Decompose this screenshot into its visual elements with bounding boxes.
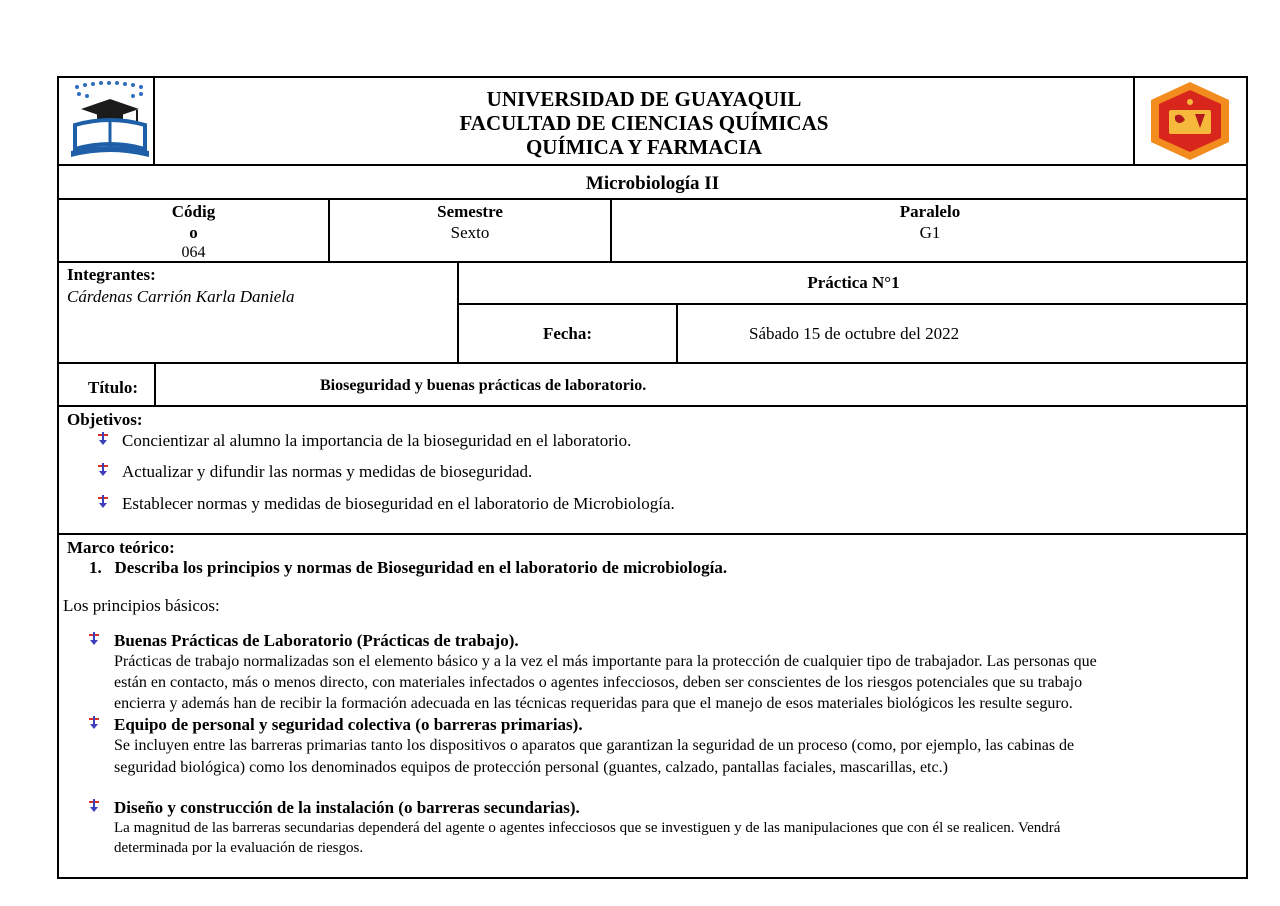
objective-item: Actualizar y difundir las normas y medidas de bioseguridad. [122,462,533,481]
code-value: 064 [181,244,206,261]
title-label: Título: [88,378,139,397]
code-label: Códig [171,202,216,221]
theory-question: 1. Describa los principios y normas de Bioseguridad en el laboratorio de microbiología. [89,558,728,577]
date-value: Sábado 15 de octubre del 2022 [749,324,960,343]
code-label-cont: o [189,223,198,242]
objectives-label: Objetivos: [67,410,143,429]
members-label: Integrantes: [67,265,156,284]
parallel-value: G1 [919,223,941,242]
arrow-bullet-icon [87,716,101,730]
semester-value: Sexto [450,223,490,242]
principle-title: Diseño y construcción de la instalación (o barreras secundarias). [114,798,580,817]
principle-line: Prácticas de trabajo normalizadas son el elemento básico y a la vez el más importante para la protección de cualquier tipo de trabajador. Las personas que [114,653,1097,670]
faculty-name: FACULTAD DE CIENCIAS QUÍMICAS [459,111,829,135]
rule-members [57,362,1248,364]
objective-item: Establecer normas y medidas de bioseguridad en el laboratorio de Microbiología. [122,494,675,513]
arrow-bullet-icon [96,432,110,446]
career-name: QUÍMICA Y FARMACIA [525,135,763,159]
rule-date [676,303,678,363]
arrow-bullet-icon [87,632,101,646]
faculty-seal [1147,80,1233,162]
arrow-bullet-icon [96,495,110,509]
rule-subject [57,198,1248,200]
principle-line: Se incluyen entre las barreras primarias tanto los dispositivos o aparatos que garantizan la seguridad de un proceso (como, por ejemplo, las cabinas de [114,737,1075,754]
university-logo [67,79,153,163]
objective-item: Concientizar al alumno la importancia de la bioseguridad en el laboratorio. [122,431,632,450]
rule-practice [457,303,1248,305]
rule-title-col [154,362,156,406]
principle-line: determinada por la evaluación de riesgos. [114,840,364,856]
rule-header [57,164,1248,166]
principle-title: Buenas Prácticas de Laboratorio (Prácticas de trabajo). [114,631,519,650]
member-name: Cárdenas Carrión Karla Daniela [67,287,295,306]
arrow-bullet-icon [87,799,101,813]
parallel-label: Paralelo [899,202,961,221]
rule-title [57,405,1248,407]
principle-line: encierra y además han de recibir la formación adecuada en las técnicas requeridas para que el manejo de esos materiales biológicos les resulte seguro. [114,695,1073,712]
principle-line: están en contacto, más o menos directo, con materiales infectados o agentes infecciosos, deben ser conscientes de los riesgos potenciales que su trabajo [114,674,1083,691]
practice-number: Práctica N°1 [807,273,900,292]
university-name: UNIVERSIDAD DE GUAYAQUIL [486,87,802,111]
title-value: Bioseguridad y buenas prácticas de laboratorio. [320,377,647,394]
theory-label: Marco teórico: [67,538,175,557]
principle-line: La magnitud de las barreras secundarias dependerá del agente o agentes infecciosos que se investiguen y de las manipulaciones que con él se realicen. Vendrá [114,820,1061,836]
rule-logo-right [1133,76,1135,165]
subject-title: Microbiología II [585,173,720,194]
principle-line: seguridad biológica) como los denominados equipos de protección personal (guantes, calzado, pantallas faciales, mascarillas, etc.) [114,759,948,776]
arrow-bullet-icon [96,463,110,477]
date-label: Fecha: [542,324,593,343]
theory-intro: Los principios básicos: [63,596,220,615]
semester-label: Semestre [437,202,503,221]
principle-title: Equipo de personal y seguridad colectiva (o barreras primarias). [114,715,583,734]
rule-objectives [57,533,1248,535]
